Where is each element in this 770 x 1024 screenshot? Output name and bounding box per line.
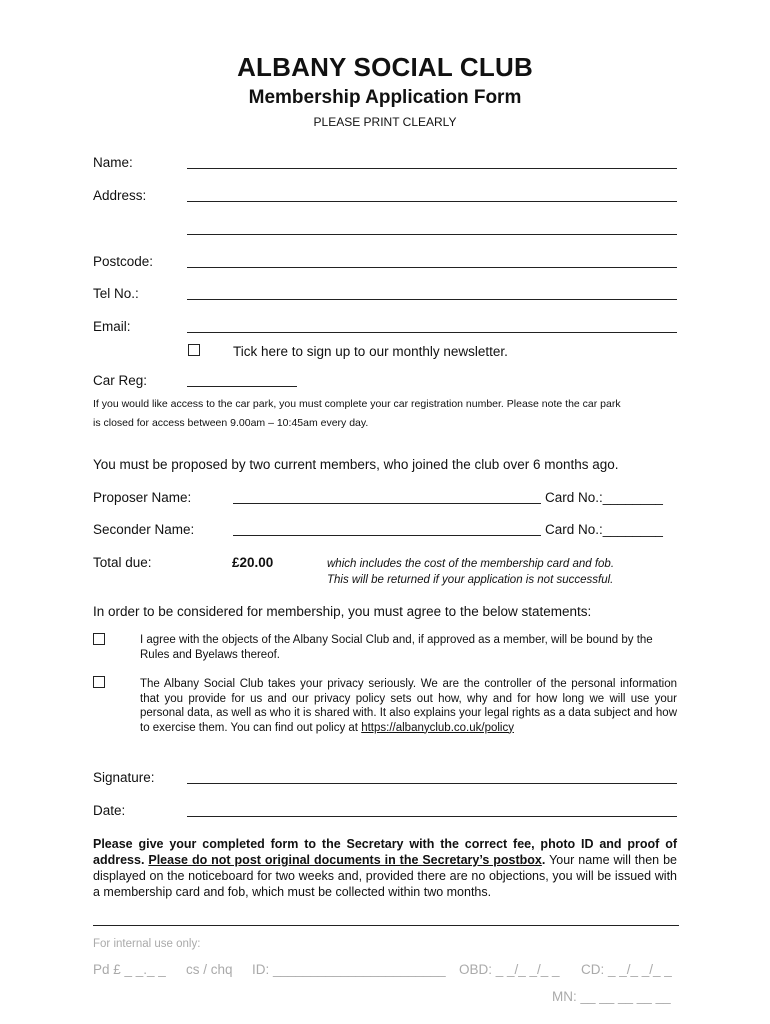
internal-cs-chq: cs / chq	[186, 962, 233, 977]
postcode-label: Postcode:	[93, 254, 154, 269]
internal-pd: Pd £ _ _._ _	[93, 962, 166, 977]
instructions-period: .	[541, 853, 546, 867]
total-note-line-2: This will be returned if your application is not successful.	[327, 574, 614, 586]
email-label: Email:	[93, 319, 131, 334]
address-field-line-2[interactable]	[187, 234, 677, 235]
proposer-field[interactable]	[233, 503, 541, 504]
car-reg-label: Car Reg:	[93, 373, 148, 388]
instructions-bold: Please give your completed form to the Secretary with the correct fee, photo ID and proof of address.	[93, 837, 677, 867]
club-name: ALBANY SOCIAL CLUB	[237, 52, 533, 82]
email-field[interactable]	[187, 332, 677, 333]
statement-1-checkbox[interactable]	[93, 633, 105, 645]
proposer-label: Proposer Name:	[93, 490, 192, 505]
internal-cd: CD: _ _/_ _/_ _	[581, 962, 672, 977]
form-title: Membership Application Form	[248, 87, 522, 108]
internal-mn: MN: __ __ __ __ __	[552, 989, 671, 1004]
total-label: Total due:	[93, 555, 152, 570]
tel-label: Tel No.:	[93, 286, 139, 301]
statement-2-text	[140, 677, 677, 735]
car-park-note-line-2: is closed for access between 9.00am – 10:45am every day.	[93, 417, 369, 429]
seconder-label: Seconder Name:	[93, 522, 195, 537]
newsletter-label: Tick here to sign up to our monthly newsletter.	[233, 344, 508, 359]
instructions-warning: Please do not post original documents in the Secretary’s postbox	[148, 853, 542, 867]
name-field[interactable]	[187, 168, 677, 169]
proposal-intro: You must be proposed by two current members, who joined the club over 6 months ago.	[93, 457, 619, 472]
seconder-card-no[interactable]: Card No.:________	[545, 522, 663, 537]
print-instruction: PLEASE PRINT CLEARLY	[313, 115, 457, 129]
date-field[interactable]	[187, 816, 677, 817]
internal-heading: For internal use only:	[93, 938, 201, 950]
internal-obd: OBD: _ _/_ _/_ _	[459, 962, 560, 977]
internal-divider	[93, 925, 679, 926]
instructions-rest: Your name will then be displayed on the noticeboard for two weeks and, provided there are no objections, you will be issued with a membership card and fob, which must be collected within two months.	[93, 853, 677, 899]
statements-intro: In order to be considered for membership, you must agree to the below statements:	[93, 604, 592, 619]
statement-1-text: I agree with the objects of the Albany Social Club and, if approved as a member, will be bound by the Rules and Byelaws thereof.	[140, 634, 653, 661]
postcode-field[interactable]	[187, 267, 677, 268]
car-park-note-line-1: If you would like access to the car park, you must complete your car registration number. Please note the car park	[93, 398, 621, 410]
policy-link[interactable]: https://albanyclub.co.uk/policy	[361, 721, 514, 734]
statement-2-checkbox[interactable]	[93, 676, 105, 688]
internal-id: ID: _______________________	[252, 962, 446, 977]
address-field-line-1[interactable]	[187, 201, 677, 202]
signature-field[interactable]	[187, 783, 677, 784]
submission-instructions	[93, 836, 677, 900]
total-amount: £20.00	[232, 555, 274, 570]
address-label: Address:	[93, 188, 147, 203]
tel-field[interactable]	[187, 299, 677, 300]
date-label: Date:	[93, 803, 126, 818]
proposer-card-no[interactable]: Card No.:________	[545, 490, 663, 505]
newsletter-checkbox[interactable]	[188, 344, 200, 356]
car-reg-field[interactable]	[187, 386, 297, 387]
signature-label: Signature:	[93, 770, 155, 785]
seconder-field[interactable]	[233, 535, 541, 536]
privacy-statement: The Albany Social Club takes your privacy seriously. We are the controller of the personal information that you provide for us and our privacy policy sets out how, why and for how long we will use your personal data, as well as who it is shared with. It also explains your legal rights as a data subject and how to exercise them. You can find out policy at	[140, 678, 677, 734]
total-note-line-1: which includes the cost of the membership card and fob.	[327, 558, 615, 570]
name-label: Name:	[93, 155, 133, 170]
